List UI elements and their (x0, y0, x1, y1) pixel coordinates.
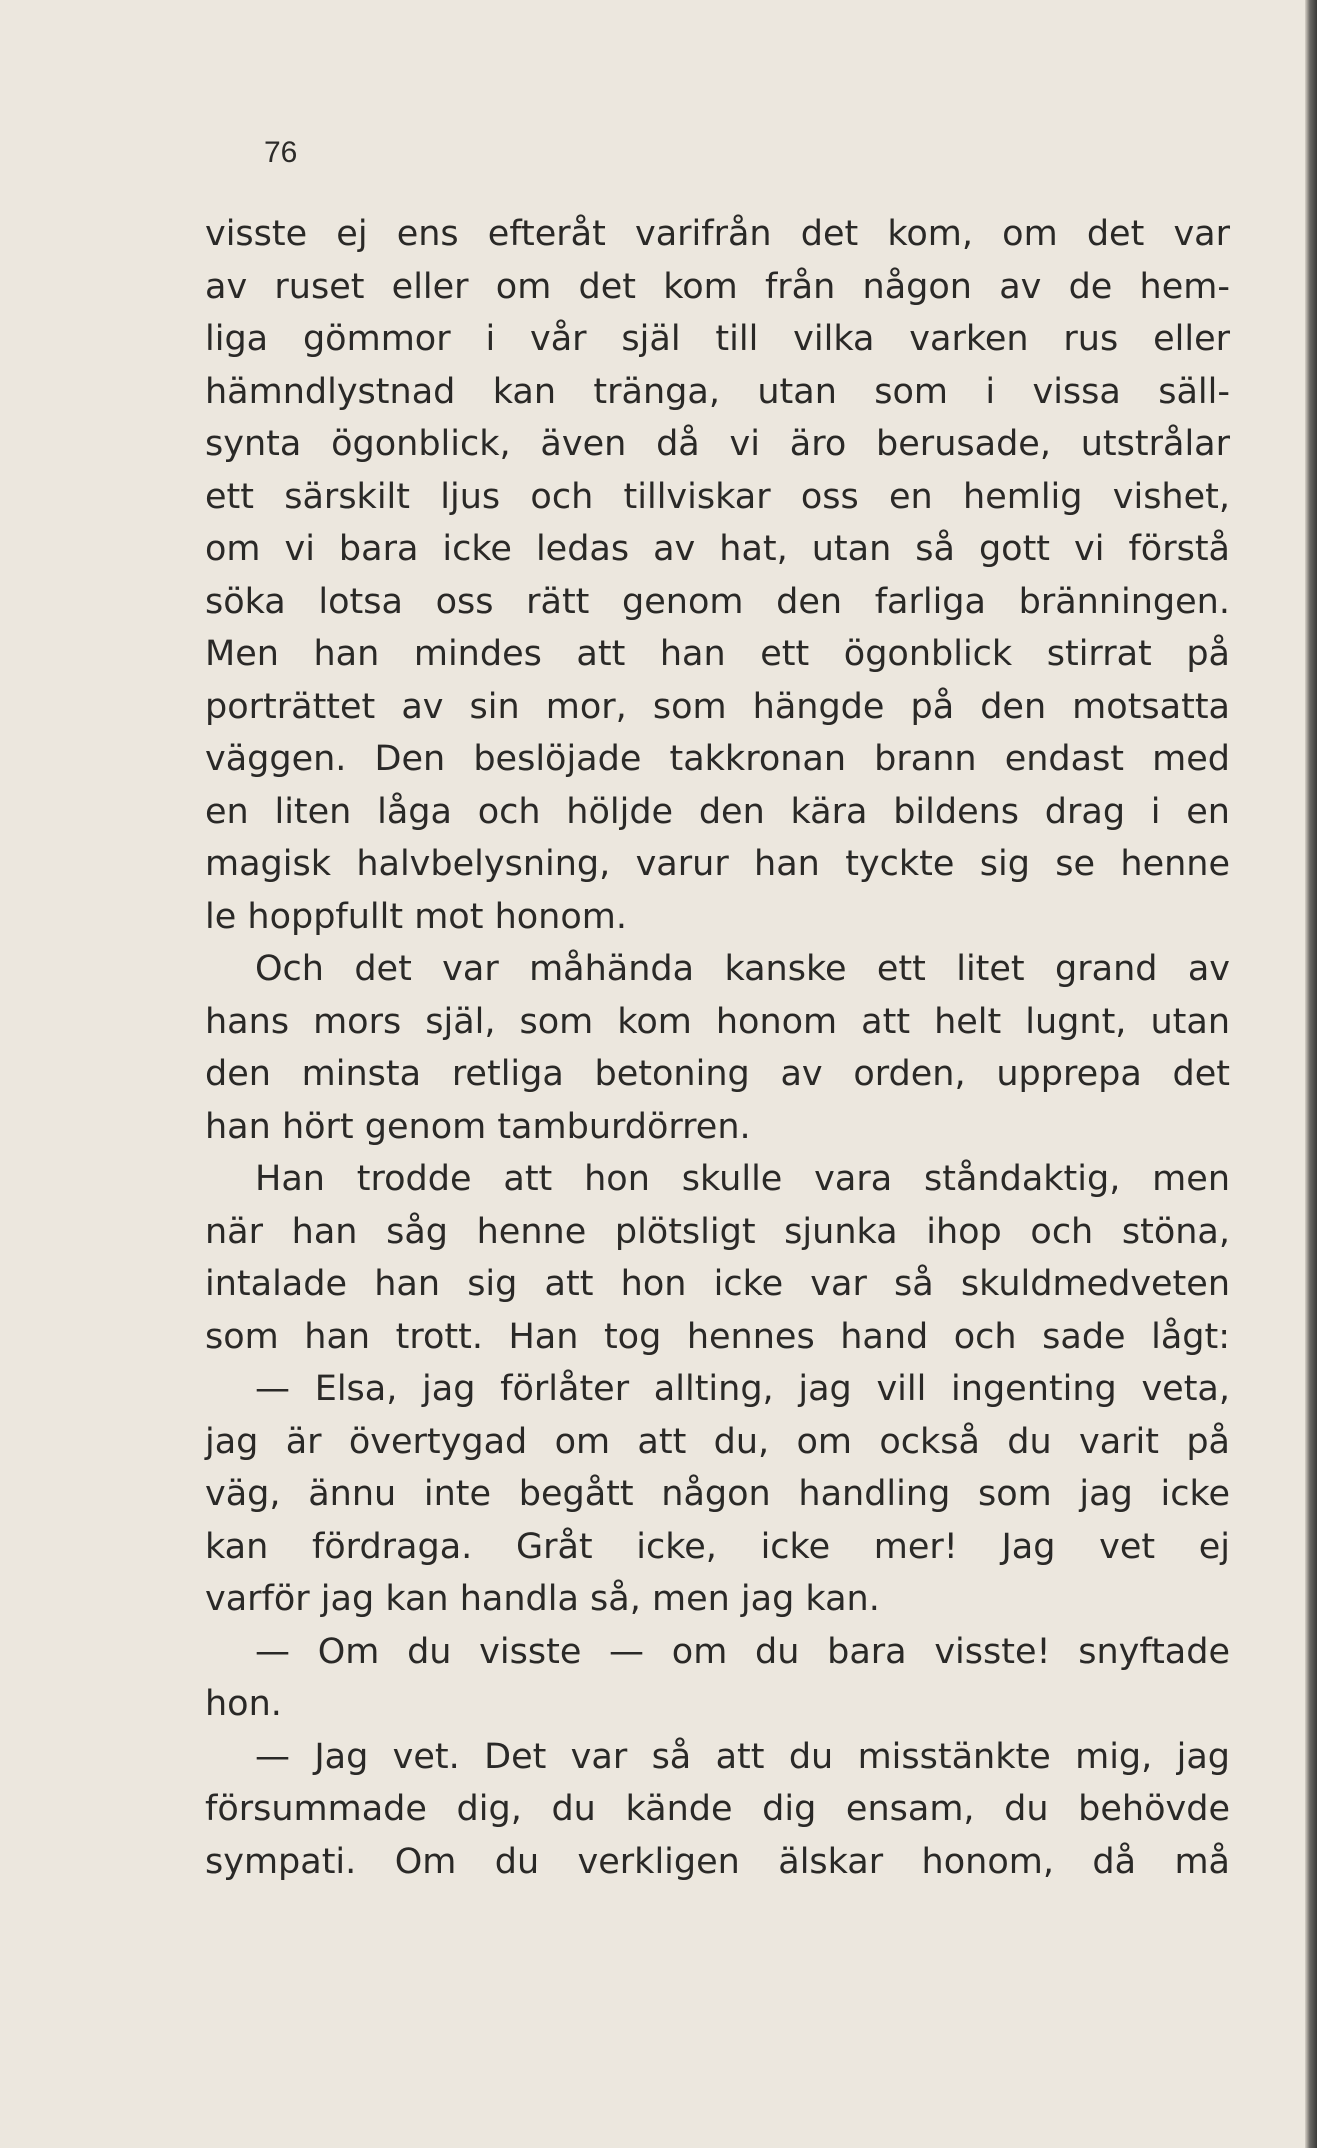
text-line: magisk halvbelysning, varur han tyckte sig se henne (205, 844, 1230, 884)
text-line: ett särskilt ljus och tillviskar oss en hemlig vishet, (205, 476, 1230, 517)
text-line: sympati. Om du verkligen älskar honom, då må (205, 1841, 1230, 1882)
body-text (205, 208, 1230, 1888)
text-line: som han trott. Han tog hennes hand och sade lågt: (205, 1316, 1230, 1357)
text-line: han hört genom tamburdörren. (205, 1106, 751, 1147)
text-line: synta ögonblick, även då vi äro berusade, utstrålar (205, 424, 1230, 464)
text-line: varför jag kan handla så, men jag kan. (205, 1579, 880, 1619)
text-line: väggen. Den beslöjade takkronan brann endast med (205, 739, 1230, 779)
text-line: le hoppfullt mot honom. (205, 896, 627, 937)
text-line: visste ej ens efteråt varifrån det kom, om det var (205, 214, 1230, 254)
text-line: — Om du visste — om du bara visste! snyftade (255, 1631, 1230, 1672)
text-line: om vi bara icke ledas av hat, utan så gott vi förstå (205, 529, 1230, 569)
text-line: hans mors själ, som kom honom att helt lugnt, utan (205, 1001, 1230, 1042)
text-line: hon. (205, 1684, 282, 1724)
text-line: porträttet av sin mor, som hängde på den motsatta (205, 686, 1230, 727)
text-line: den minsta retliga betoning av orden, upprepa det (205, 1054, 1230, 1094)
text-line: av ruset eller om det kom från någon av de hem- (205, 266, 1230, 307)
text-line: en liten låga och höljde den kära bildens drag i en (205, 791, 1230, 832)
text-line: när han såg henne plötsligt sjunka ihop och stöna, (205, 1211, 1230, 1252)
text-line: kan fördraga. Gråt icke, icke mer! Jag vet ej (205, 1526, 1230, 1567)
page-edge-shadow (1305, 0, 1317, 2148)
text-line: jag är övertygad om att du, om också du varit på (205, 1421, 1230, 1462)
text-line: intalade han sig att hon icke var så skuldmedveten (205, 1264, 1230, 1304)
text-line: Men han mindes att han ett ögonblick stirrat på (205, 634, 1230, 674)
text-line: hämndlystnad kan tränga, utan som i vissa säll- (205, 371, 1230, 412)
text-line: Och det var måhända kanske ett litet grand av (255, 949, 1230, 989)
text-line: — Elsa, jag förlåter allting, jag vill ingenting veta, (255, 1369, 1230, 1409)
text-line: försummade dig, du kände dig ensam, du behövde (205, 1789, 1230, 1829)
text-line: — Jag vet. Det var så att du misstänkte mig, jag (255, 1736, 1230, 1777)
text-line: Han trodde att hon skulle vara ståndaktig, men (255, 1159, 1230, 1199)
text-line: liga gömmor i vår själ till vilka varken rus eller (205, 319, 1230, 359)
text-line: söka lotsa oss rätt genom den farliga bränningen. (205, 581, 1230, 622)
page-number: 76 (264, 136, 298, 169)
text-line: väg, ännu inte begått någon handling som jag icke (205, 1474, 1230, 1514)
